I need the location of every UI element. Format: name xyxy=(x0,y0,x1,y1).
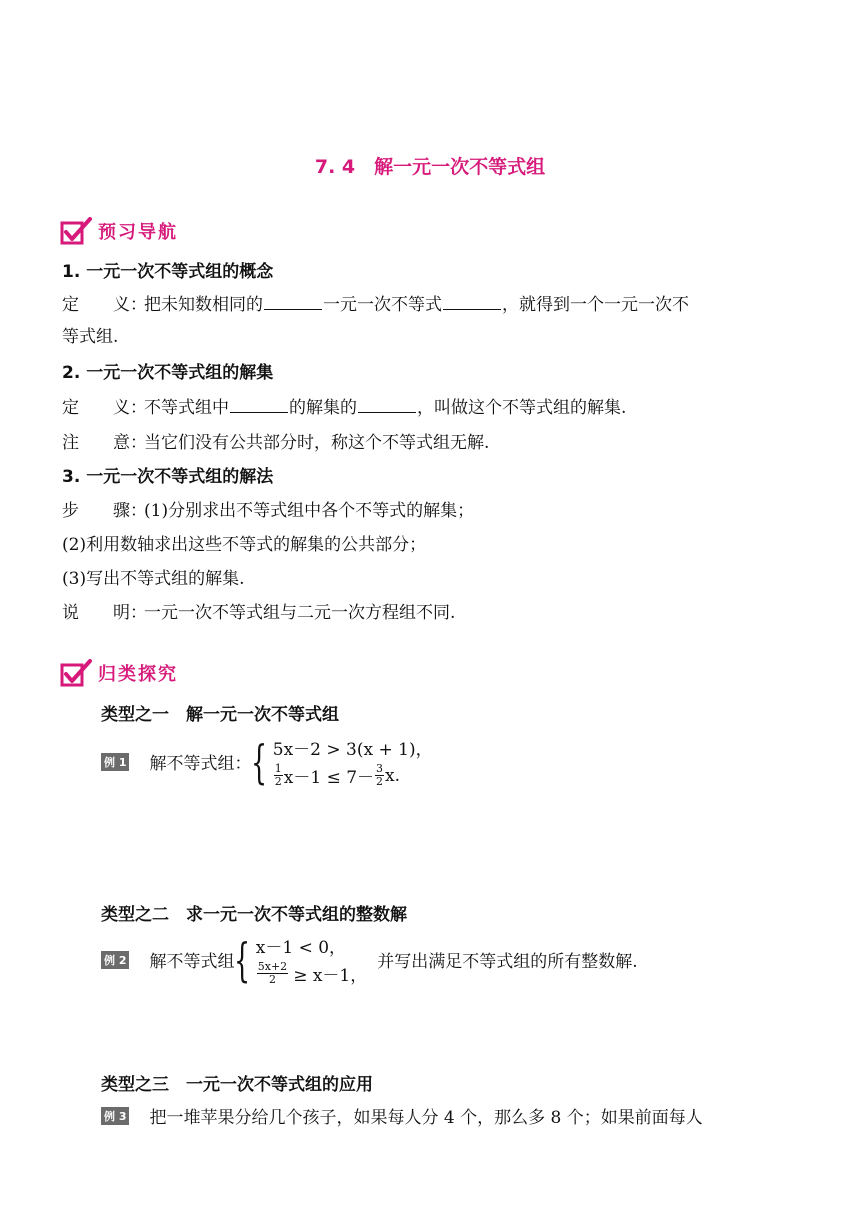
definition-label: 定 义： xyxy=(62,398,147,418)
example-3-text: 把一堆苹果分给几个孩子，如果每人分 4 个，那么多 8 个；如果前面每人 xyxy=(149,1108,703,1128)
explanation xyxy=(62,598,455,623)
type-2-heading: 类型之二 求一元一次不等式组的整数解 xyxy=(101,905,407,925)
explanation-text: 一元一次不等式组与二元一次方程组不同. xyxy=(144,603,456,623)
inequality-2a: x－1 < 0， xyxy=(255,938,347,958)
def2-part-c: ，叫做这个不等式组的解集. xyxy=(417,398,627,418)
fill-blank[interactable] xyxy=(443,295,501,310)
def1-part-b: 一元一次不等式 xyxy=(323,295,442,315)
def2-part-a: 不等式组中 xyxy=(144,398,229,418)
def1-part-c: ，就得到一个一元一次不 xyxy=(502,295,689,315)
checkbox-check-icon xyxy=(60,659,92,687)
fraction: $\frac{3}{2}$ xyxy=(376,762,384,788)
step-2: (2)利用数轴求出这些不等式的解集的公共部分； xyxy=(62,535,427,555)
inequality-system-2 xyxy=(256,933,367,986)
inequality-system-1 xyxy=(273,735,433,788)
fill-blank[interactable] xyxy=(230,398,288,413)
explanation-label: 说 明： xyxy=(62,603,147,623)
inequality-1b: $\frac{1}{2}$ x－1 ≤ 7－ $\frac{3}{2}$ x. xyxy=(274,762,401,788)
fill-blank[interactable] xyxy=(264,295,322,310)
section-preview-label: 预习导航 xyxy=(98,222,178,243)
steps-label: 步 骤： xyxy=(62,501,147,521)
example-badge: 例 3 xyxy=(101,1107,129,1125)
example-2 xyxy=(101,933,638,986)
definition-2 xyxy=(62,393,626,418)
inequality-2b: $\frac{5x+2}{2}$ ≥ x－1， xyxy=(257,960,368,986)
def2-part-b: 的解集的 xyxy=(289,398,357,418)
section-preview-header xyxy=(60,217,178,245)
example-1-lead: 解不等式组： xyxy=(149,754,252,774)
type-1-heading: 类型之一 解一元一次不等式组 xyxy=(101,705,339,725)
note xyxy=(62,428,489,453)
example-1 xyxy=(101,735,433,788)
checkbox-check-icon xyxy=(60,217,92,245)
brace-icon: { xyxy=(234,932,251,987)
definition-1 xyxy=(62,290,689,315)
brace-icon: { xyxy=(251,734,268,789)
steps xyxy=(62,496,474,521)
fill-blank[interactable] xyxy=(358,398,416,413)
definition-label: 定 义： xyxy=(62,295,147,315)
note-label: 注 意： xyxy=(62,433,147,453)
step-1: (1)分别求出不等式组中各个不等式的解集； xyxy=(144,501,475,521)
step-3: (3)写出不等式组的解集. xyxy=(62,569,245,589)
example-2-tail: 并写出满足不等式组的所有整数解. xyxy=(377,952,638,972)
note-text: 当它们没有公共部分时，称这个不等式组无解. xyxy=(144,433,490,453)
page-title: 7. 4 解一元一次不等式组 xyxy=(314,156,546,178)
definition-1-cont: 等式组. xyxy=(62,327,119,347)
heading-concept: 1. 一元一次不等式组的概念 xyxy=(62,262,274,282)
heading-solution-set: 2. 一元一次不等式组的解集 xyxy=(62,363,274,383)
example-badge: 例 2 xyxy=(101,951,129,969)
heading-method: 3. 一元一次不等式组的解法 xyxy=(62,467,274,487)
fraction: $\frac{1}{2}$ xyxy=(274,762,282,788)
type-3-heading: 类型之三 一元一次不等式组的应用 xyxy=(101,1075,373,1095)
inequality-1a: 5x－2 > 3(x + 1)， xyxy=(272,740,433,760)
fraction: $\frac{5x+2}{2}$ xyxy=(257,960,288,986)
example-badge: 例 1 xyxy=(101,753,129,771)
example-3 xyxy=(101,1103,703,1128)
section-explore-header xyxy=(60,659,178,687)
section-explore-label: 归类探究 xyxy=(98,664,178,685)
def1-part-a: 把未知数相同的 xyxy=(144,295,263,315)
example-2-lead: 解不等式组 xyxy=(149,952,235,972)
